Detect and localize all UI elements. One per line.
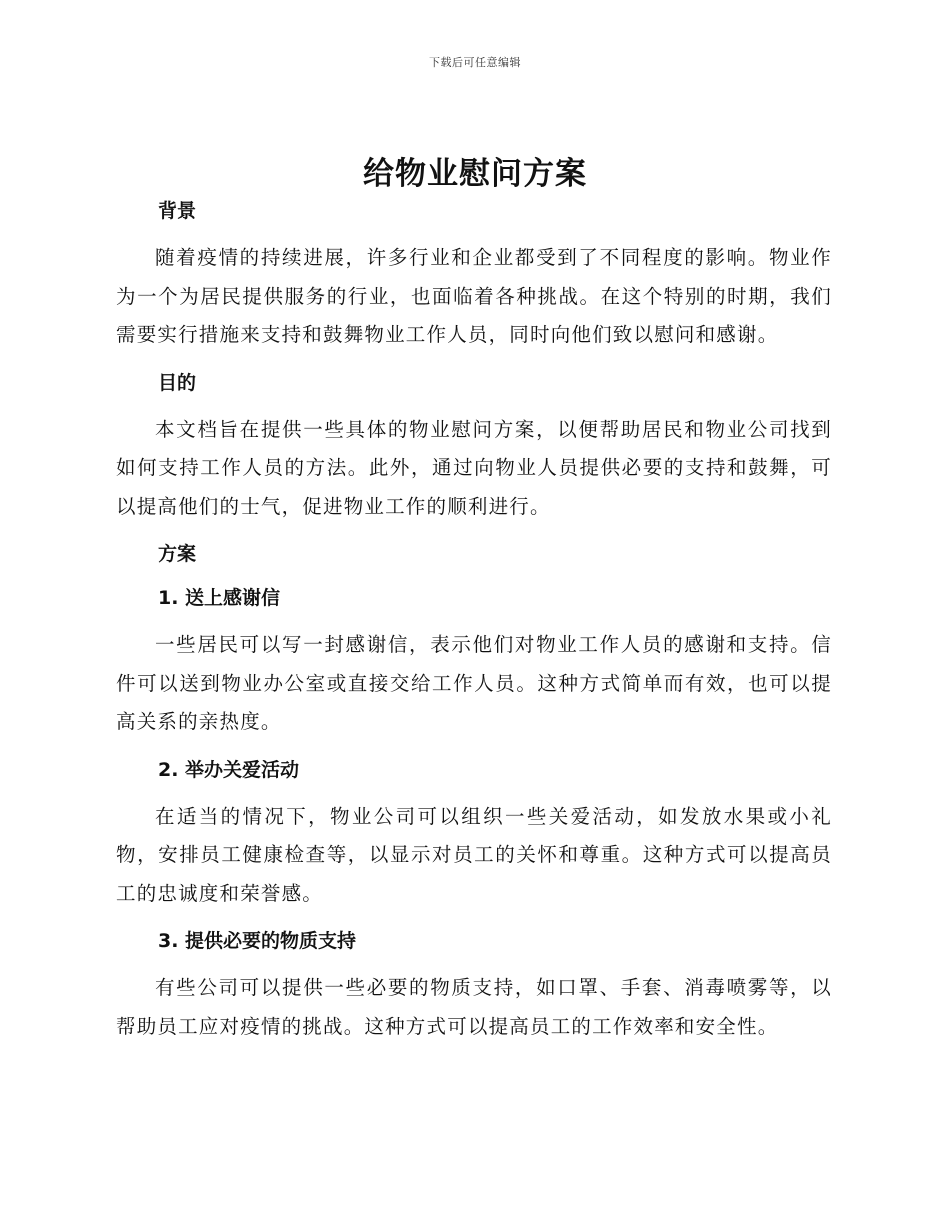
section-text-background: 随着疫情的持续进展，许多行业和企业都受到了不同程度的影响。物业作为一个为居民提供服务的行业，也面临着各种挑战。在这个特别的时期，我们需要实行措施来支持和鼓舞物业工作人员，同时向他们致以慰问和感谢。 [116,246,832,346]
document-body [116,195,832,1046]
section-heading-plan: 方案 [158,543,197,565]
section-text-item3: 有些公司可以提供一些必要的物质支持，如口罩、手套、消毒喷雾等，以帮助员工应对疫情的挑战。这种方式可以提高员工的工作效率和安全性。 [116,976,832,1038]
header-note: 下载后可任意编辑 [429,56,521,69]
section-heading-purpose: 目的 [158,371,197,394]
section-heading-item1: 1. 送上感谢信 [158,587,281,609]
section-heading-item2: 2. 举办关爱活动 [158,758,300,781]
page-title: 给物业慰问方案 [363,156,587,192]
section-text-purpose: 本文档旨在提供一些具体的物业慰问方案，以便帮助居民和物业公司找到如何支持工作人员的方法。此外，通过向物业人员提供必要的支持和鼓舞，可以提高他们的士气，促进物业工作的顺利进行。 [116,417,832,518]
section-heading-item3: 3. 提供必要的物质支持 [158,930,357,952]
section-heading-background: 背景 [158,200,197,222]
section-text-item2: 在适当的情况下，物业公司可以组织一些关爱活动，如发放水果或小礼物，安排员工健康检查等，以显示对员工的关怀和尊重。这种方式可以提高员工的忠诚度和荣誉感。 [116,804,832,905]
section-text-item1: 一些居民可以写一封感谢信，表示他们对物业工作人员的感谢和支持。信件可以送到物业办公室或直接交给工作人员。这种方式简单而有效，也可以提高关系的亲热度。 [116,633,832,733]
